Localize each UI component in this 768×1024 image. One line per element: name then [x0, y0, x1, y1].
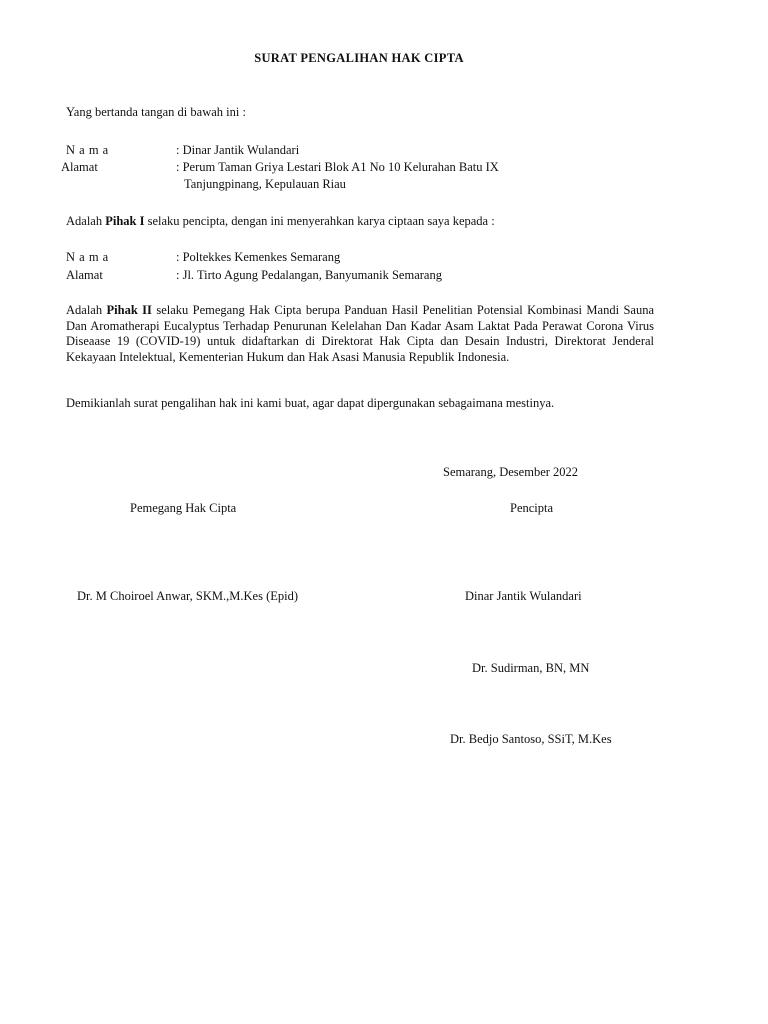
- holder-title: Pemegang Hak Cipta: [130, 501, 237, 515]
- place-date: Semarang, Desember 2022: [443, 465, 579, 479]
- party2-name-label: N a m a: [66, 250, 109, 264]
- statement2-bold: Pihak II: [106, 303, 152, 317]
- holder-name: Dr. M Choiroel Anwar, SKM.,M.Kes (Epid): [77, 589, 299, 603]
- closing-paragraph: Demikianlah surat pengalihan hak ini kami buat, agar dapat dipergunakan sebagaimana mestinya.: [66, 396, 555, 410]
- creator-title: Pencipta: [510, 501, 554, 515]
- statement2-paragraph: [66, 303, 654, 365]
- creator-name-2: Dr. Sudirman, BN, MN: [472, 661, 590, 675]
- party1-name-label: N a m a: [66, 143, 109, 157]
- party1-name-value: : Dinar Jantik Wulandari: [176, 143, 300, 157]
- party2-address-value: : Jl. Tirto Agung Pedalangan, Banyumanik Semarang: [176, 268, 442, 282]
- party2-address-label: Alamat: [66, 268, 103, 282]
- document-title: SURAT PENGALIHAN HAK CIPTA: [254, 51, 464, 65]
- party1-address-label: Alamat: [61, 160, 98, 174]
- intro-text: Yang bertanda tangan di bawah ini :: [66, 105, 246, 119]
- statement2-prefix: Adalah: [66, 303, 107, 317]
- creator-name-3: Dr. Bedjo Santoso, SSiT, M.Kes: [450, 732, 612, 746]
- creator-name-1: Dinar Jantik Wulandari: [465, 589, 582, 603]
- statement2-suffix: selaku Pemegang Hak Cipta berupa Panduan Hasil Penelitian Potensial Kombinasi Mandi Sauna Dan Aromatherapi Eucalyptus Terhadap Penurunan Kelelahan Dan Kadar Asam Laktat Pada Perawat Corona Virus Diseaase 19 (COVID-19) untuk didaftarkan di Direktorat Hak Cipta dan Desain Industri, Direktorat Jenderal Kekayaan Intelektual, Kementerian Hukum dan Hak Asasi Manusia Republik Indonesia.: [66, 303, 654, 364]
- statement1-prefix: Adalah: [66, 214, 106, 228]
- statement1-text: [66, 213, 495, 229]
- statement1-suffix: selaku pencipta, dengan ini menyerahkan karya ciptaan saya kepada :: [144, 214, 495, 228]
- party1-address-line2: Tanjungpinang, Kepulauan Riau: [184, 177, 346, 191]
- party2-name-value: : Poltekkes Kemenkes Semarang: [176, 250, 341, 264]
- party1-address-line1: : Perum Taman Griya Lestari Blok A1 No 10 Kelurahan Batu IX: [176, 160, 499, 174]
- statement1-bold: Pihak I: [105, 214, 145, 228]
